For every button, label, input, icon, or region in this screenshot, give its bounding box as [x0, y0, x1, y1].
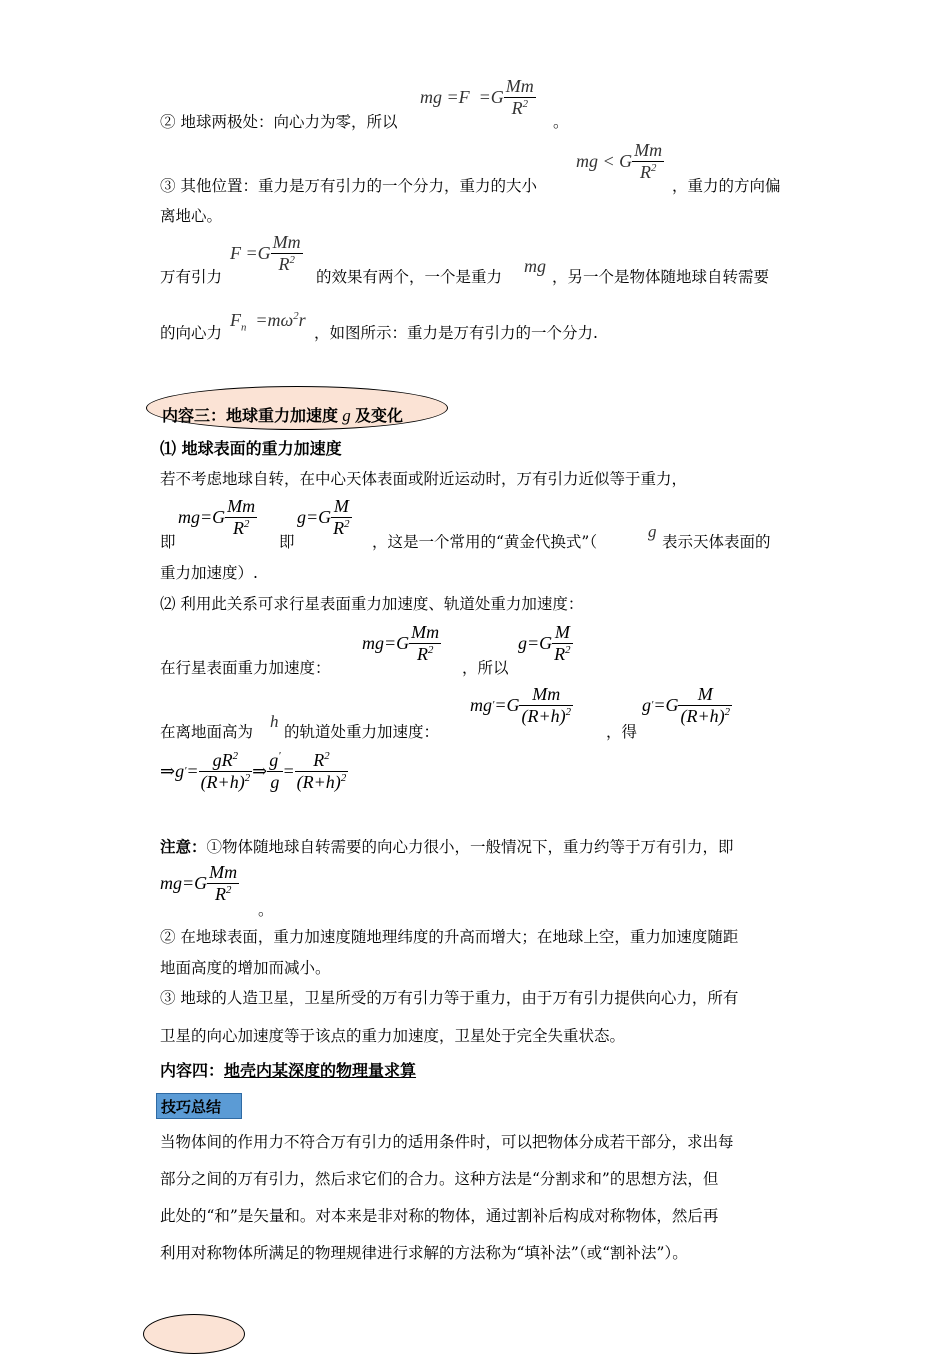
tag-skill-summary: 技巧总结	[156, 1093, 242, 1119]
section-three-title: 内容三：地球重力加速度 g 及变化	[162, 406, 404, 425]
note: 注意：①物体随地球自转需要的向心力很小，一般情况下，重力约等于万有引力，即	[160, 837, 734, 856]
formula-derived: ⇒g ' = $\frac{gR^2}{(R+h)^2}$ ⇒ $\frac{g'}{g}$ = $\frac{R^2}{(R+h)^2}$	[160, 750, 347, 792]
para-other: ③ 其他位置：重力是万有引力的一个分力，重力的大小	[160, 177, 537, 195]
formula-orbit-1: mg ' =G $\frac{Mm}{(R+h)^2}$	[470, 684, 572, 726]
formula-orbit-2: g ' =G $\frac{M}{(R+h)^2}$	[642, 684, 731, 726]
formula-surface-1: mg=G $\frac{Mm}{R^2}$	[178, 496, 256, 538]
formula-other: mg < G $\frac{Mm}{R^2}$	[576, 140, 663, 182]
formula-planet-2: g=G $\frac{M}{R^2}$	[518, 622, 571, 664]
subheading-2: ⑵ 利用此关系可求行星表面重力加速度、轨道处重力加速度：	[160, 595, 584, 613]
formula-planet-1: mg=G $\frac{Mm}{R^2}$	[362, 622, 440, 664]
formula-surface-2: g=G $\frac{M}{R^2}$	[297, 496, 350, 538]
bottom-oval	[143, 1314, 245, 1354]
formula-poles: mg =F =G $\frac{Mm}{R^2}$	[420, 76, 534, 118]
formula-centripetal: $F_n =m\omega^2r$	[230, 310, 306, 334]
formula-mg: mg	[524, 256, 546, 276]
subheading-1: ⑴ 地球表面的重力加速度	[160, 439, 342, 458]
formula-gravity: F =G $\frac{Mm}{R^2}$	[230, 232, 301, 274]
section-four-title: 内容四：地壳内某深度的物理量求算	[160, 1061, 417, 1080]
para-poles: ② 地球两极处：向心力为零，所以	[160, 113, 398, 131]
formula-note: mg=G $\frac{Mm}{R^2}$	[160, 862, 238, 904]
